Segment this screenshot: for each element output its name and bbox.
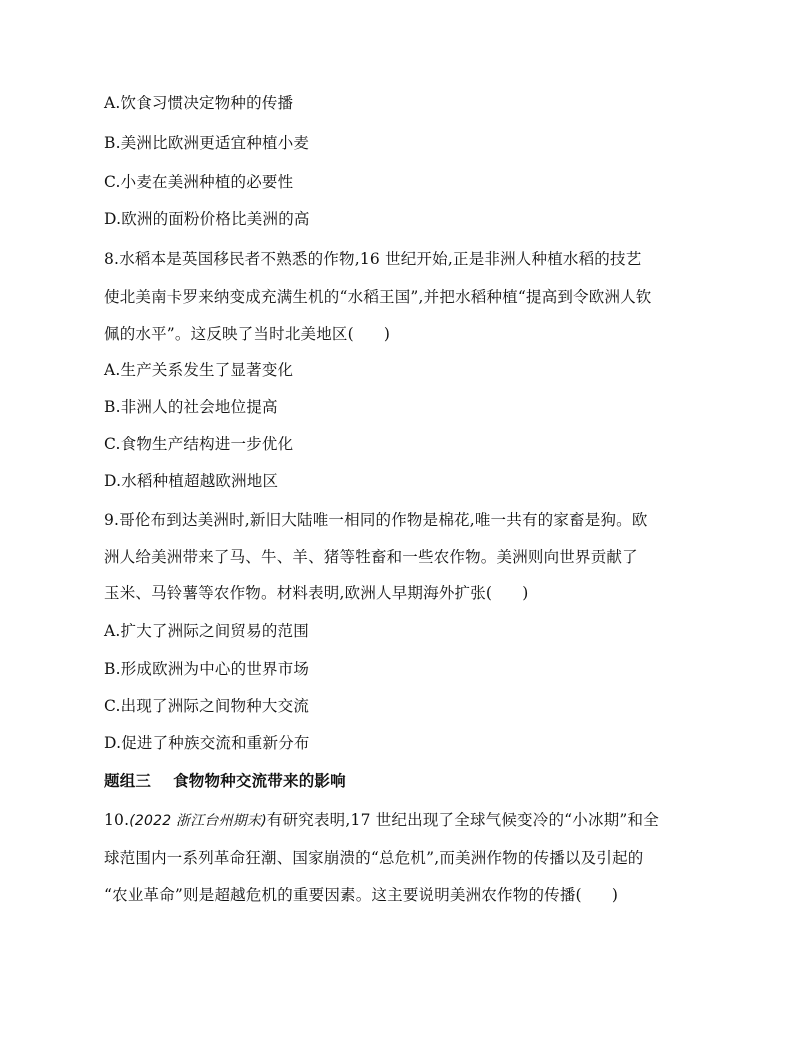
q10-stem-text3: “农业革命”则是超越危机的重要因素。这主要说明美洲农作物的传播(	[104, 886, 582, 904]
q9-option-c: C.出现了洲际之间物种大交流	[104, 697, 310, 715]
q8-stem-line2: 使北美南卡罗来纳变成充满生机的“水稻王国”,并把水稻种植“提高到令欧洲人钦	[104, 288, 652, 306]
q10-number: 10.	[104, 811, 130, 829]
q7-option-b: B.美洲比欧洲更适宜种植小麦	[104, 134, 310, 152]
q8-stem-line3	[104, 324, 694, 344]
q9-stem-line3	[104, 583, 694, 603]
q7-option-a: A.饮食习惯决定物种的传播	[104, 94, 294, 112]
q9-option-b: B.形成欧洲为中心的世界市场	[104, 660, 310, 678]
q10-stem-line2: 球范围内一系列革命狂潮、国家崩溃的“总危机”,而美洲作物的传播以及引起的	[104, 849, 644, 867]
group3-label: 题组三	[104, 772, 152, 790]
q8-option-d: D.水稻种植超越欧洲地区	[104, 472, 279, 490]
q9-option-d: D.促进了种族交流和重新分布	[104, 734, 310, 752]
q7-option-c: C.小麦在美洲种植的必要性	[104, 173, 294, 191]
q7-option-d: D.欧洲的面粉价格比美洲的高	[104, 210, 310, 228]
q8-option-a: A.生产关系发生了显著变化	[104, 361, 294, 379]
q8-option-c: C.食物生产结构进一步优化	[104, 435, 294, 453]
q10-stem-text1: 有研究表明,17 世纪出现了全球气候变冷的“小冰期”和全	[266, 811, 659, 829]
q10-close-paren: )	[611, 886, 619, 904]
q8-option-b: B.非洲人的社会地位提高	[104, 398, 278, 416]
q9-option-a: A.扩大了洲际之间贸易的范围	[104, 622, 309, 640]
q8-close-paren: )	[383, 325, 391, 343]
group3-heading	[104, 771, 694, 791]
q9-stem-line2: 洲人给美洲带来了马、牛、羊、猪等牲畜和一些农作物。美洲则向世界贡献了	[104, 548, 638, 566]
q9-stem-text: 玉米、马铃薯等农作物。材料表明,欧洲人早期海外扩张(	[104, 584, 493, 602]
q9-stem-line1: 9.哥伦布到达美洲时,新旧大陆唯一相同的作物是棉花,唯一共有的家畜是狗。欧	[104, 511, 648, 529]
q9-close-paren: )	[522, 584, 529, 602]
q8-stem-line1: 8.水稻本是英国移民者不熟悉的作物,16 世纪开始,正是非洲人种植水稻的技艺	[104, 250, 642, 268]
q10-stem-line1	[104, 810, 694, 831]
group3-title: 食物物种交流带来的影响	[173, 772, 346, 790]
q10-stem-line3	[104, 885, 694, 905]
q8-stem-text: 佩的水平”。这反映了当时北美地区(	[104, 325, 354, 343]
q10-source: (2022 浙江台州期末)	[129, 813, 267, 829]
